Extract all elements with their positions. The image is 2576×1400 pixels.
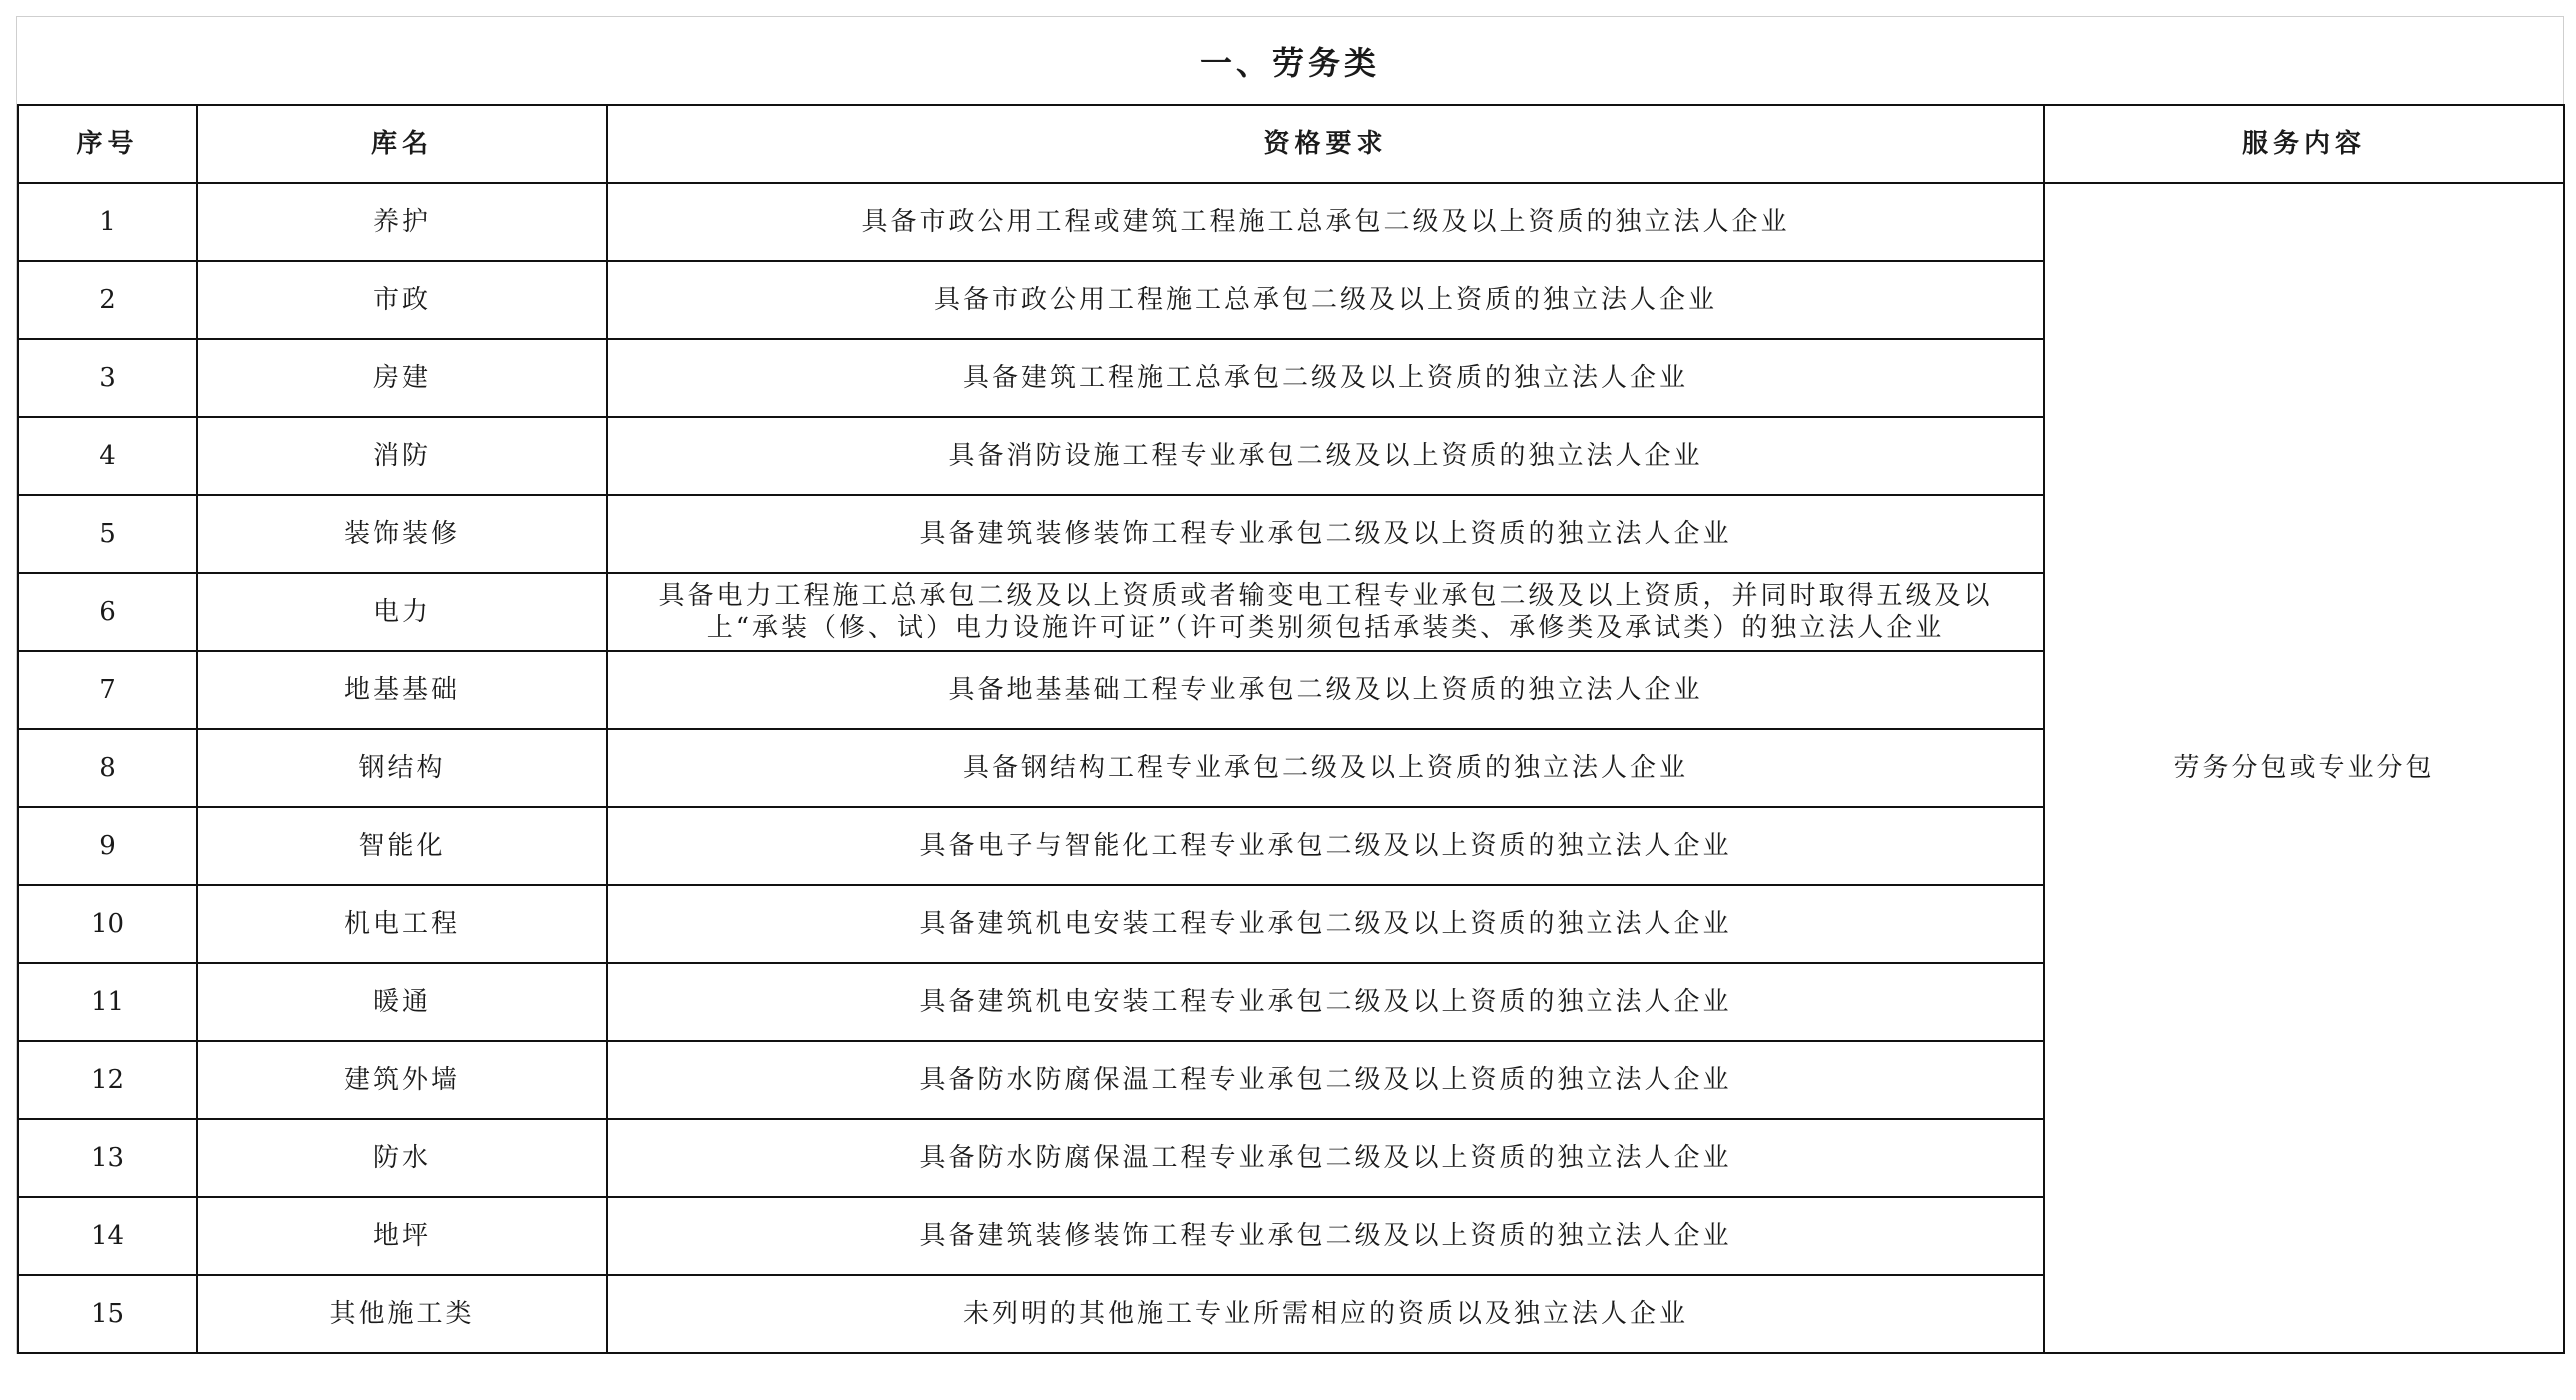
row-index: 3 — [18, 339, 197, 417]
row-index: 2 — [18, 261, 197, 339]
row-index: 14 — [18, 1197, 197, 1275]
row-library-name: 市政 — [197, 261, 607, 339]
row-requirement: 具备防水防腐保温工程专业承包二级及以上资质的独立法人企业 — [607, 1041, 2044, 1119]
row-requirement: 具备地基基础工程专业承包二级及以上资质的独立法人企业 — [607, 651, 2044, 729]
qualification-table — [17, 104, 2565, 1354]
row-library-name: 养护 — [197, 183, 607, 261]
row-library-name: 地坪 — [197, 1197, 607, 1275]
sheet-title: 一、劳务类 — [1199, 43, 1380, 82]
row-index: 1 — [18, 183, 197, 261]
service-content-cell: 劳务分包或专业分包 — [2044, 183, 2564, 1353]
row-index: 5 — [18, 495, 197, 573]
header-name: 库名 — [197, 105, 607, 183]
row-library-name: 机电工程 — [197, 885, 607, 963]
row-library-name: 房建 — [197, 339, 607, 417]
row-requirement: 具备钢结构工程专业承包二级及以上资质的独立法人企业 — [607, 729, 2044, 807]
row-library-name: 装饰装修 — [197, 495, 607, 573]
row-library-name: 暖通 — [197, 963, 607, 1041]
row-index: 15 — [18, 1275, 197, 1353]
row-requirement: 具备市政公用工程或建筑工程施工总承包二级及以上资质的独立法人企业 — [607, 183, 2044, 261]
row-index: 13 — [18, 1119, 197, 1197]
row-library-name: 消防 — [197, 417, 607, 495]
header-service: 服务内容 — [2044, 105, 2564, 183]
row-index: 8 — [18, 729, 197, 807]
row-requirement: 具备电力工程施工总承包二级及以上资质或者输变电工程专业承包二级及以上资质，并同时取得五级及以上“承装（修、试）电力设施许可证”（许可类别须包括承装类、承修类及承试类）的独立法人企业 — [607, 573, 2044, 651]
header-index: 序号 — [18, 105, 197, 183]
row-library-name: 电力 — [197, 573, 607, 651]
table-row — [18, 183, 2564, 261]
row-library-name: 地基基础 — [197, 651, 607, 729]
row-index: 4 — [18, 417, 197, 495]
table-body — [18, 183, 2564, 1353]
labor-qualification-sheet — [16, 16, 2564, 1354]
row-index: 12 — [18, 1041, 197, 1119]
row-requirement: 具备防水防腐保温工程专业承包二级及以上资质的独立法人企业 — [607, 1119, 2044, 1197]
row-library-name: 建筑外墙 — [197, 1041, 607, 1119]
row-requirement: 具备消防设施工程专业承包二级及以上资质的独立法人企业 — [607, 417, 2044, 495]
row-requirement: 具备建筑工程施工总承包二级及以上资质的独立法人企业 — [607, 339, 2044, 417]
row-requirement: 具备电子与智能化工程专业承包二级及以上资质的独立法人企业 — [607, 807, 2044, 885]
row-requirement: 具备建筑机电安装工程专业承包二级及以上资质的独立法人企业 — [607, 963, 2044, 1041]
row-requirement: 具备建筑装修装饰工程专业承包二级及以上资质的独立法人企业 — [607, 1197, 2044, 1275]
row-requirement: 具备建筑装修装饰工程专业承包二级及以上资质的独立法人企业 — [607, 495, 2044, 573]
row-index: 10 — [18, 885, 197, 963]
row-index: 6 — [18, 573, 197, 651]
row-index: 9 — [18, 807, 197, 885]
row-requirement: 具备建筑机电安装工程专业承包二级及以上资质的独立法人企业 — [607, 885, 2044, 963]
row-library-name: 智能化 — [197, 807, 607, 885]
header-requirement: 资格要求 — [607, 105, 2044, 183]
row-library-name: 其他施工类 — [197, 1275, 607, 1353]
row-library-name: 钢结构 — [197, 729, 607, 807]
row-requirement: 未列明的其他施工专业所需相应的资质以及独立法人企业 — [607, 1275, 2044, 1353]
row-library-name: 防水 — [197, 1119, 607, 1197]
row-index: 7 — [18, 651, 197, 729]
header-row — [18, 105, 2564, 183]
row-requirement: 具备市政公用工程施工总承包二级及以上资质的独立法人企业 — [607, 261, 2044, 339]
row-index: 11 — [18, 963, 197, 1041]
